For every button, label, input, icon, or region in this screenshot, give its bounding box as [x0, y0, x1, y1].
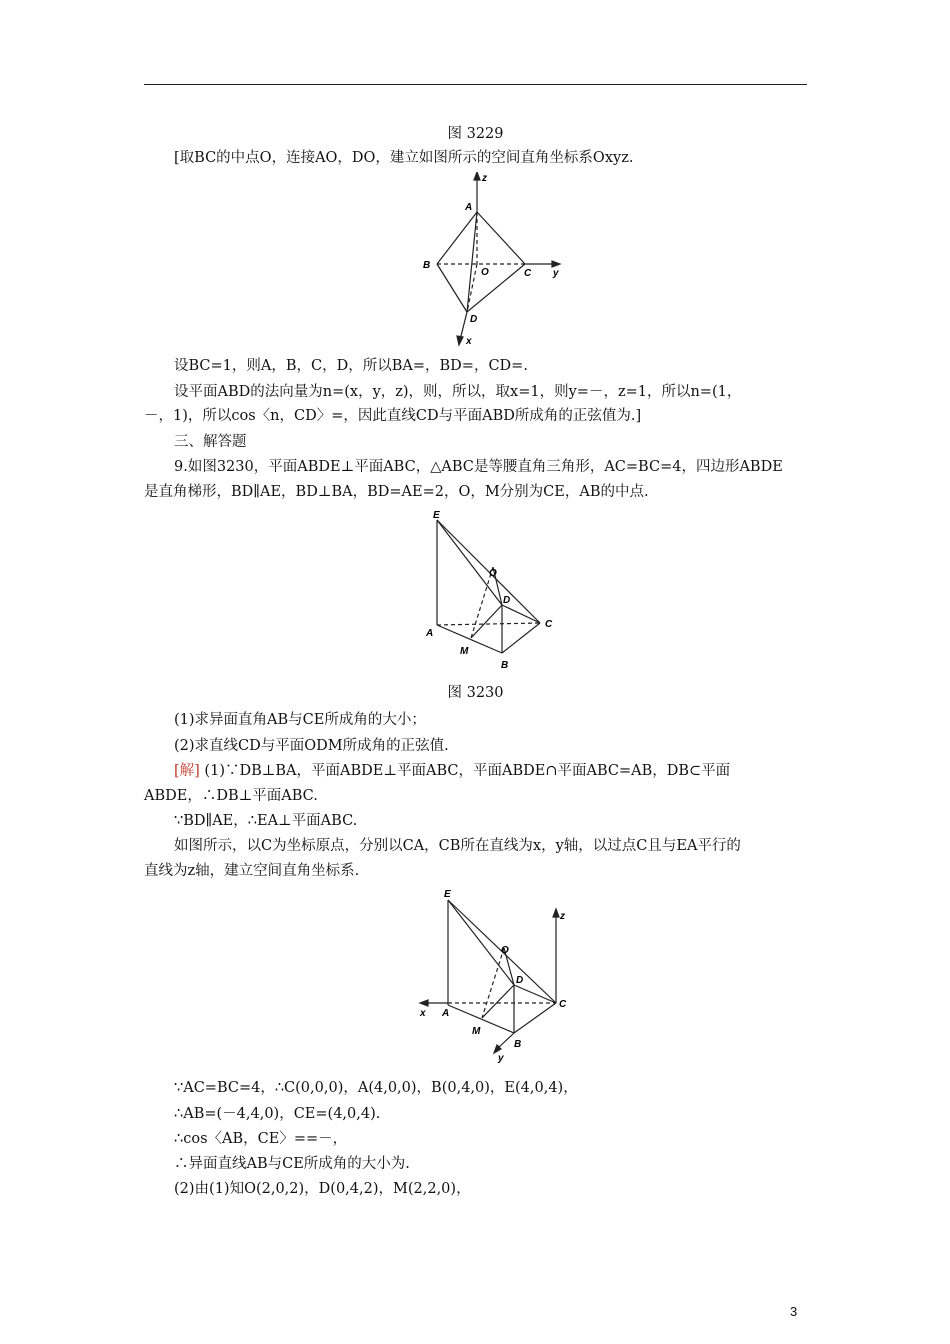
problem-9-line-2: 是直角梯形，BD∥AE，BD⊥BA，BD=AE=2，O，M分别为CE，AB的中点.: [144, 484, 649, 500]
calculation-5: (2)由(1)知O(2,0,2)，D(0,4,2)，M(2,2,0)，: [174, 1181, 471, 1197]
page-number: 3: [790, 1304, 798, 1319]
label-E: E: [433, 510, 440, 521]
hint-opening: [取BC的中点O，连接AO，DO，建立如图所示的空间直角坐标系Oxyz.: [174, 150, 634, 166]
label-M: M: [472, 1026, 481, 1037]
label-D: D: [503, 595, 511, 606]
figure-caption-3230: 图 3230: [447, 685, 504, 701]
solution-tag: [解]: [174, 763, 200, 779]
label-A: A: [465, 202, 473, 213]
label-B: B: [501, 660, 509, 671]
label-y: y: [553, 268, 559, 279]
figure-3230: [415, 505, 565, 675]
label-x: x: [466, 336, 472, 347]
label-D: D: [516, 975, 524, 986]
label-A: A: [442, 1008, 450, 1019]
question-2: (2)求直线CD与平面ODM所成角的正弦值.: [174, 738, 449, 754]
label-B: B: [423, 260, 431, 271]
solution-line-5: 直线为z轴，建立空间直角坐标系.: [144, 863, 360, 879]
question-1: (1)求异面直角AB与CE所成角的大小；: [174, 712, 426, 728]
label-x: x: [420, 1008, 426, 1019]
label-O: O: [489, 568, 497, 579]
label-C: C: [559, 999, 567, 1010]
solution-line-1-text: (1)∵DB⊥BA，平面ABDE⊥平面ABC，平面ABDE∩平面ABC=AB，DB⊂平面: [199, 763, 731, 779]
label-O: O: [501, 945, 509, 956]
figure-coordinate-system: [410, 885, 590, 1065]
label-C: C: [524, 268, 532, 279]
label-y: y: [498, 1053, 504, 1064]
label-A: A: [426, 628, 434, 639]
label-B: B: [514, 1039, 522, 1050]
calculation-3: ∴cos〈AB，CE〉==－，: [174, 1131, 348, 1147]
hint-line-1: 设BC=1，则A，B，C，D，所以BA=，BD=，CD=.: [174, 358, 528, 374]
solution-line-3: ∵BD∥AE，∴EA⊥平面ABC.: [174, 813, 358, 829]
label-E: E: [444, 889, 451, 900]
label-z: z: [560, 911, 565, 922]
hint-line-3: －，1)，所以cos〈n，CD〉=，因此直线CD与平面ABD所成角的正弦值为.]: [144, 408, 642, 424]
label-M: M: [460, 646, 469, 657]
figure-caption-3229: 图 3229: [447, 126, 504, 142]
solution-line-2: ABDE，∴DB⊥平面ABC.: [144, 788, 318, 804]
label-D: D: [470, 314, 478, 325]
calculation-2: ∴AB=(－4,4,0)，CE=(4,0,4).: [174, 1106, 381, 1122]
problem-9-line-1: 9.如图3230，平面ABDE⊥平面ABC，△ABC是等腰直角三角形，AC=BC=4，四边形ABDE: [174, 459, 783, 475]
figure-3229: [415, 172, 575, 352]
calculation-1: ∵AC=BC=4，∴C(0,0,0)，A(4,0,0)，B(0,4,0)，E(4,0,4)，: [174, 1080, 578, 1096]
calculation-4: ∴异面直线AB与CE所成角的大小为.: [174, 1156, 410, 1172]
section-heading: 三、解答题: [174, 434, 247, 450]
solution-line-1: [144, 761, 807, 781]
label-O: O: [481, 267, 489, 278]
label-C: C: [545, 619, 553, 630]
header-rule: [144, 84, 807, 85]
solution-line-4: 如图所示，以C为坐标原点，分别以CA，CB所在直线为x，y轴，以过点C且与EA平行的: [174, 838, 741, 854]
label-z: z: [482, 173, 487, 184]
hint-line-2: 设平面ABD的法向量为n=(x，y，z)，则，所以，取x=1，则y=－，z=1，所以n=(1，: [174, 384, 742, 400]
